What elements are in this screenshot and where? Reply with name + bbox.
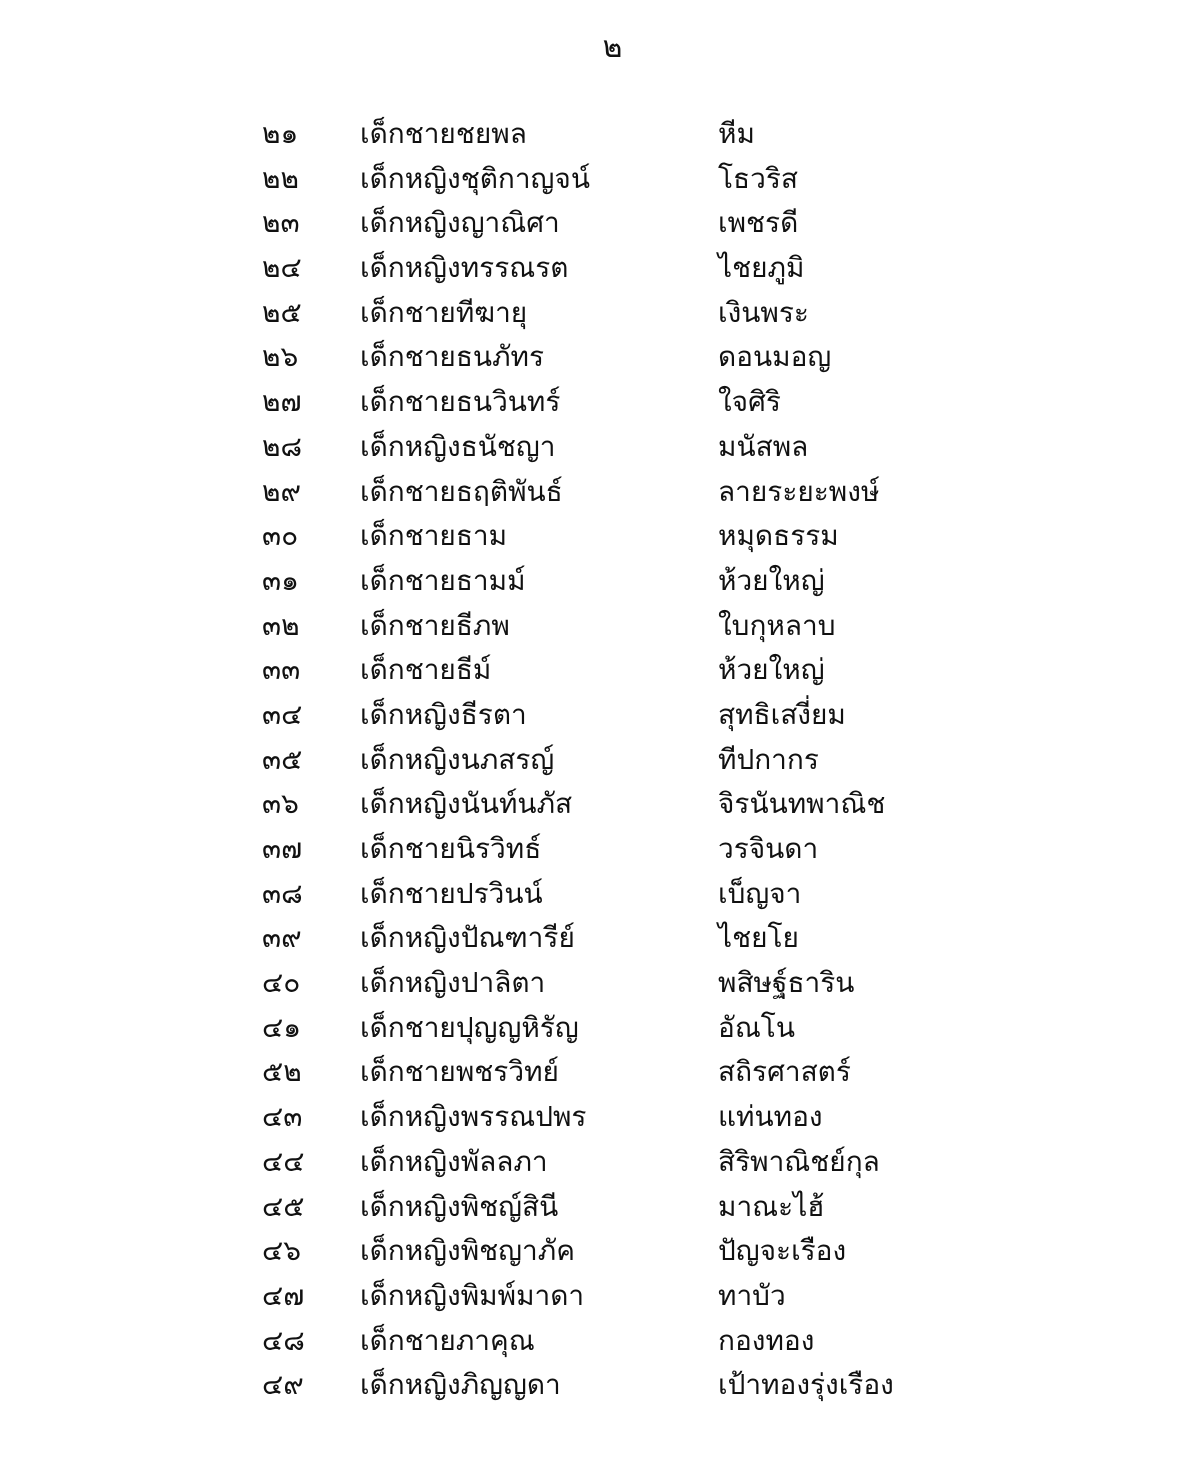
list-item (0, 738, 1200, 783)
row-number: ๒๒ (262, 161, 299, 195)
student-last-name: สุทธิเสงี่ยม (718, 697, 846, 731)
student-last-name: ลายระยะพงษ์ (718, 474, 880, 508)
student-last-name: ทาบัว (718, 1278, 786, 1312)
student-last-name: เงินพระ (718, 295, 809, 329)
student-first-name: เด็กหญิงนันท์นภัส (360, 787, 573, 821)
row-number: ๕๒ (262, 1055, 302, 1089)
list-item (0, 648, 1200, 693)
student-last-name: กองทอง (718, 1323, 815, 1357)
student-last-name: ดอนมอญ (718, 340, 832, 374)
row-number: ๒๙ (262, 474, 301, 508)
list-item (0, 470, 1200, 515)
list-item (0, 916, 1200, 961)
student-last-name: ปัญจะเรือง (718, 1234, 847, 1268)
student-first-name: เด็กหญิงพิมพ์มาดา (360, 1278, 585, 1312)
row-number: ๔๑ (262, 1010, 301, 1044)
student-last-name: ไชยภูมิ (718, 251, 805, 285)
list-item (0, 693, 1200, 738)
student-first-name: เด็กชายภาคุณ (360, 1323, 535, 1357)
student-last-name: หีม (718, 117, 755, 150)
student-last-name: หมุดธรรม (718, 519, 839, 553)
row-number: ๓๖ (262, 787, 299, 821)
student-first-name: เด็กชายธนภัทร (360, 340, 545, 374)
row-number: ๔๓ (262, 1100, 303, 1134)
student-last-name: ห้วยใหญ่ (718, 563, 825, 597)
list-item (0, 380, 1200, 425)
student-first-name: เด็กหญิงพรรณปพร (360, 1100, 587, 1134)
row-number: ๓๘ (262, 876, 303, 910)
student-first-name: เด็กชายชยพล (360, 117, 527, 150)
student-last-name: สิริพาณิชย์กุล (718, 1144, 880, 1178)
row-number: ๔๖ (262, 1234, 301, 1268)
row-number: ๓๔ (262, 697, 303, 731)
student-name-list (0, 112, 1200, 1408)
list-item (0, 1363, 1200, 1408)
student-last-name: มาณะไฮ้ (718, 1189, 825, 1223)
list-item (0, 157, 1200, 202)
row-number: ๓๓ (262, 653, 301, 687)
row-number: ๒๑ (262, 117, 299, 150)
student-last-name: เพชรดี (718, 206, 799, 240)
student-first-name: เด็กหญิงพัลลภา (360, 1144, 548, 1178)
row-number: ๓๑ (262, 563, 299, 597)
student-last-name: มนัสพล (718, 429, 809, 463)
student-last-name: ห้วยใหญ่ (718, 653, 825, 687)
list-item (0, 112, 1200, 157)
student-first-name: เด็กชายธนวินทร์ (360, 385, 561, 419)
student-first-name: เด็กหญิงนภสรญ์ (360, 742, 555, 776)
row-number: ๔๗ (262, 1278, 305, 1312)
list-item (0, 1006, 1200, 1051)
row-number: ๓๗ (262, 832, 303, 865)
student-first-name: เด็กชายปรวินน์ (360, 876, 543, 910)
row-number: ๔๘ (262, 1323, 305, 1357)
student-last-name: สถิรศาสตร์ (718, 1055, 851, 1089)
row-number: ๔๙ (262, 1368, 304, 1402)
student-last-name: วรจินดา (718, 832, 819, 865)
page-number: ๒ (602, 30, 623, 65)
row-number: ๔๐ (262, 966, 301, 1000)
student-last-name: ไชยโย (718, 921, 799, 955)
row-number: ๒๘ (262, 429, 303, 463)
student-first-name: เด็กชายพชรวิทย์ (360, 1055, 559, 1089)
row-number: ๒๔ (262, 251, 302, 285)
list-item (0, 335, 1200, 380)
student-first-name: เด็กหญิงธนัชญา (360, 429, 556, 463)
row-number: ๒๗ (262, 385, 302, 419)
row-number: ๒๓ (262, 206, 300, 240)
student-first-name: เด็กชายธีม์ (360, 653, 492, 687)
list-item (0, 425, 1200, 470)
student-last-name: จิรนันทพาณิช (718, 787, 886, 821)
row-number: ๒๕ (262, 295, 302, 329)
student-last-name: โธวริส (718, 161, 798, 195)
list-item (0, 1095, 1200, 1140)
list-item (0, 291, 1200, 336)
list-item (0, 1050, 1200, 1095)
student-first-name: เด็กชายธาม (360, 519, 508, 553)
list-item (0, 961, 1200, 1006)
list-item (0, 1229, 1200, 1274)
student-first-name: เด็กหญิงธีรตา (360, 697, 527, 731)
student-first-name: เด็กชายนิรวิทธ์ (360, 832, 542, 865)
row-number: ๓๕ (262, 742, 303, 776)
student-last-name: แท่นทอง (718, 1100, 823, 1134)
list-item (0, 782, 1200, 827)
row-number: ๒๖ (262, 340, 299, 374)
student-last-name: อัณโน (718, 1010, 795, 1044)
student-first-name: เด็กหญิงทรรณรต (360, 251, 569, 285)
list-item (0, 201, 1200, 246)
student-last-name: ใจศิริ (718, 385, 781, 419)
student-last-name: ทีปกากร (718, 742, 819, 776)
list-item (0, 1185, 1200, 1230)
student-first-name: เด็กหญิงปัณฑารีย์ (360, 921, 575, 955)
list-item (0, 872, 1200, 917)
student-first-name: เด็กหญิงญาณิศา (360, 206, 560, 240)
row-number: ๔๕ (262, 1189, 305, 1223)
student-first-name: เด็กหญิงภิญญดา (360, 1368, 561, 1402)
list-item (0, 604, 1200, 649)
list-item (0, 246, 1200, 291)
student-first-name: เด็กชายธฤติพันธ์ (360, 474, 563, 508)
student-first-name: เด็กหญิงชุติกาญจน์ (360, 161, 590, 195)
student-first-name: เด็กชายธีภพ (360, 608, 510, 642)
list-item (0, 1274, 1200, 1319)
student-first-name: เด็กหญิงพิชญ์สินี (360, 1189, 559, 1223)
row-number: ๓๐ (262, 519, 299, 553)
list-item (0, 559, 1200, 604)
student-first-name: เด็กชายทีฆายุ (360, 295, 528, 329)
list-item (0, 827, 1200, 872)
student-last-name: ใบกุหลาบ (718, 608, 836, 642)
student-first-name: เด็กชายธามม์ (360, 563, 526, 597)
student-first-name: เด็กหญิงพิชญาภัค (360, 1234, 575, 1268)
student-first-name: เด็กชายปุญญหิรัญ (360, 1010, 579, 1044)
list-item (0, 1140, 1200, 1185)
student-last-name: เป้าทองรุ่งเรือง (718, 1368, 894, 1402)
student-first-name: เด็กหญิงปาลิตา (360, 966, 546, 1000)
student-last-name: พสิษฐ์ธาริน (718, 966, 855, 1000)
row-number: ๓๙ (262, 921, 302, 955)
list-item (0, 514, 1200, 559)
student-last-name: เบ็ญจา (718, 876, 802, 910)
row-number: ๔๔ (262, 1144, 305, 1178)
row-number: ๓๒ (262, 608, 300, 642)
list-item (0, 1319, 1200, 1364)
